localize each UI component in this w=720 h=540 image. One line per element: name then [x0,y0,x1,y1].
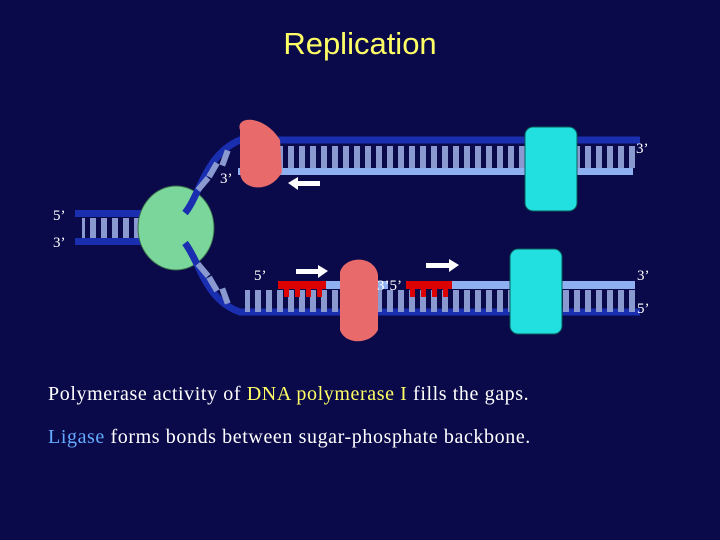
rna-primer [406,281,452,289]
caption-ligase-suffix: forms bonds between sugar-phosphate backbone. [104,426,531,448]
arrow-right-icon [296,265,328,278]
label-left-5: 5’ [53,208,66,224]
label-top-inner-3: 3’ [220,171,233,187]
caption-ligase-highlight: Ligase [48,426,105,448]
caption-polymerase-highlight: DNA polymerase I [246,383,408,405]
label-lagging-3-5: 3’5’ [377,278,402,294]
label-left-3: 3’ [53,235,66,251]
sliding-clamp-lower [510,249,562,334]
arrow-left-icon [288,177,320,190]
sliding-clamp-upper [525,127,577,211]
polymerase-upper [239,120,282,188]
polymerase-lower [340,260,378,342]
rna-primer [278,281,326,289]
caption-polymerase-prefix: Polymerase activity of [48,383,247,405]
label-right-lower-5: 5’ [637,301,650,317]
arrow-right-icon [426,259,459,272]
direction-arrows [288,177,459,278]
helicase [138,186,214,270]
caption-ligase [48,426,531,449]
label-right-lower-3: 3’ [637,268,650,284]
caption-polymerase [48,383,529,406]
label-lagging-5: 5’ [254,268,267,284]
caption-polymerase-suffix: fills the gaps. [407,383,530,405]
label-top-right-3: 3’ [636,141,649,157]
slide-title: Replication [283,26,437,61]
